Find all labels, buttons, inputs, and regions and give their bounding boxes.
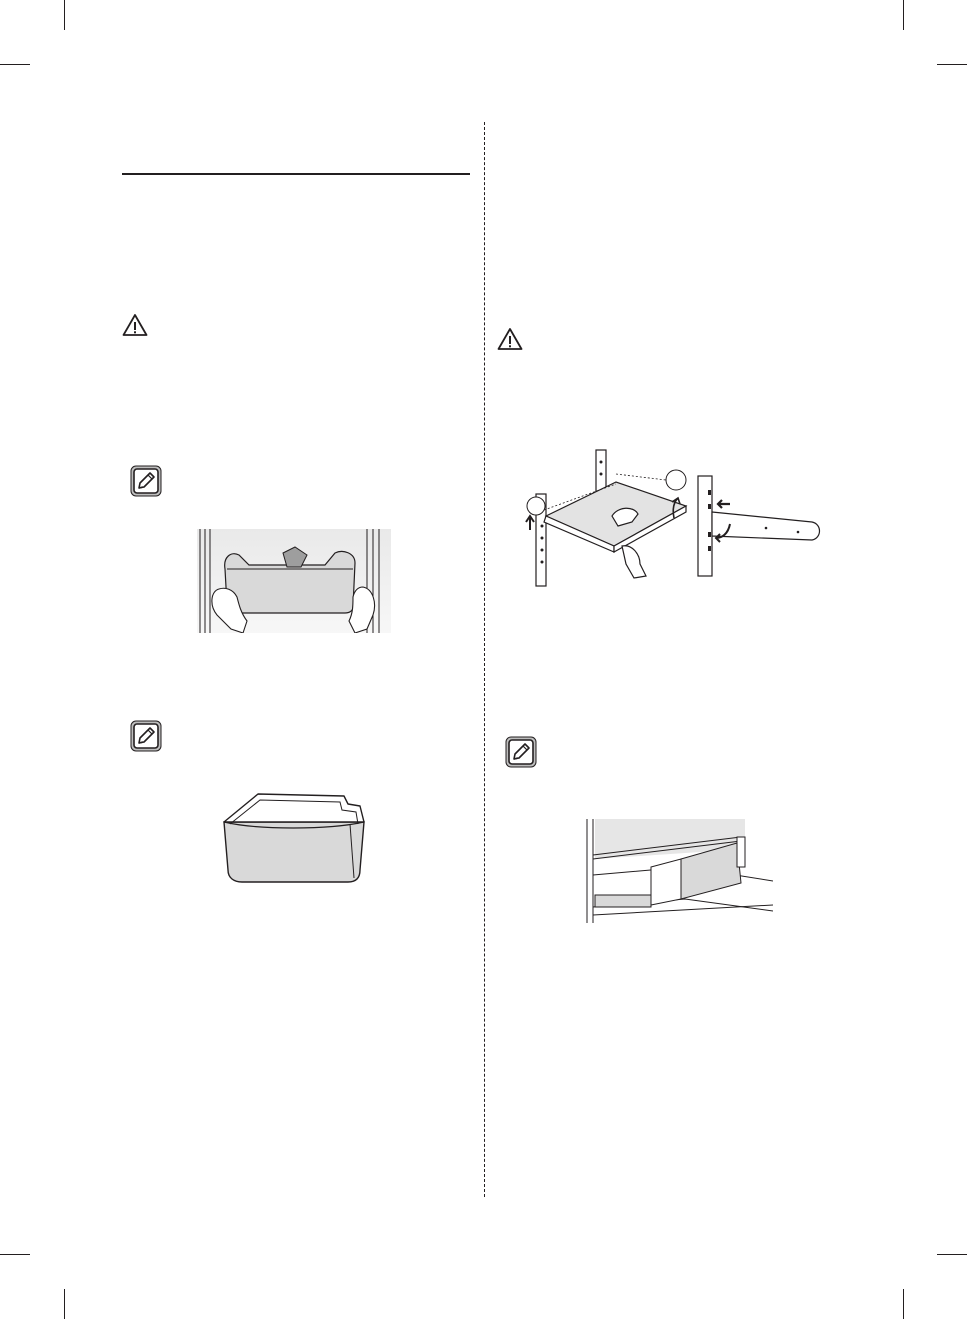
note-pencil-icon	[130, 465, 162, 497]
note-pencil-icon	[505, 736, 537, 768]
note-pencil-icon	[130, 720, 162, 752]
warning-triangle-icon	[497, 327, 523, 351]
drawer-illustration	[585, 819, 773, 923]
crop-mark-top-left-vertical	[64, 0, 65, 30]
shelf-removal-illustration	[522, 446, 826, 592]
crop-mark-top-right-vertical	[903, 0, 904, 30]
door-bin-illustration	[218, 790, 368, 886]
crop-mark-top-right-horizontal	[937, 64, 967, 65]
crop-mark-bottom-right-horizontal	[937, 1254, 967, 1255]
crop-mark-bottom-right-vertical	[903, 1289, 904, 1319]
crop-mark-bottom-left-horizontal	[0, 1254, 30, 1255]
column-divider	[484, 122, 485, 1197]
crop-mark-bottom-left-vertical	[64, 1289, 65, 1319]
section-title-rule	[122, 173, 470, 175]
crop-mark-top-left-horizontal	[0, 64, 30, 65]
warning-triangle-icon	[122, 313, 148, 337]
door-bin-removal-illustration	[197, 529, 391, 633]
